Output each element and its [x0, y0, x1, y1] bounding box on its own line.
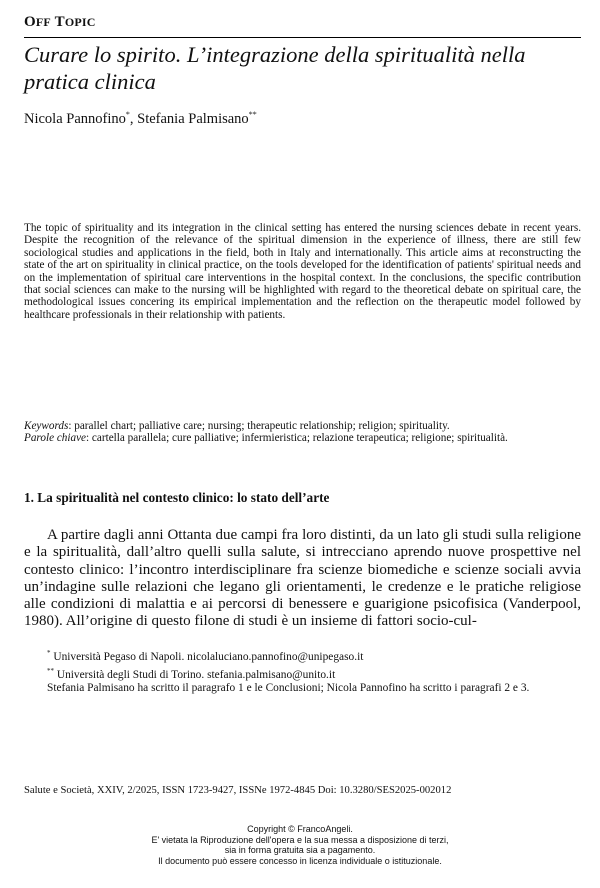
copyright-notice: Copyright © FrancoAngeli. E' vietata la Riproduzione dell'opera e la sua messa a disposizione di terzi, sia in forma gratuita sia a pagamento. Il documento può essere concesso in licenza individuale o istituzionale.: [151, 824, 449, 866]
keywords-en: Keywords: parallel chart; palliative care; nursing; therapeutic relationship; religion; spirituality.: [24, 420, 450, 432]
journal-citation: Salute e Società, XXIV, 2/2025, ISSN 1723-9427, ISSNe 1972-4845 Doi: 10.3280/SES2025-002012: [24, 785, 452, 796]
header-rule: [24, 37, 581, 38]
keywords-block: [24, 420, 581, 445]
keywords-it: Parole chiave: cartella parallela; cure palliative; infermieristica; relazione terapeutica; religione; spiritualità.: [24, 432, 508, 445]
footnotes: [24, 647, 581, 696]
footnote-mark: *: [125, 110, 130, 119]
abstract: The topic of spirituality and its integration in the clinical setting has entered the nursing sciences debate in recent years. Despite the recognition of the relevance of the spiritual dimension in the experience of illness, there are still few sociological studies and applications in the field, both in Italy and internationally. This article aims at reconstructing the state of the art on spirituality in clinical practice, on the tools developed for the identification of patients' spiritual needs and on the implementation of spiritual care interventions in the hospital context. In the conclusions, the specific contribution that social sciences can make to the nursing will be highlighted with regard to the theoretical debate on spiritual care, the methodological issues concering its empirical implementation and the reflection on the therapeutic model followed by healthcare professionals in their relationship with patients.: [24, 222, 581, 321]
author-line: Nicola Pannofino*, Stefania Palmisano**: [24, 110, 257, 127]
keywords-label: Keywords: [24, 420, 69, 432]
section-heading: 1. La spiritualità nel contesto clinico: lo stato dell’arte: [24, 490, 330, 505]
footnote: ** Università degli Studi di Torino. stefania.palmisano@unito.it: [47, 666, 336, 681]
author-name: Stefania Palmisano: [137, 111, 249, 127]
article-title: Curare lo spirito. L’integrazione della spiritualità nella pratica clinica: [24, 42, 526, 94]
footnote-mark: **: [248, 110, 257, 119]
keywords-label: Parole chiave: [24, 432, 87, 445]
footnote: Stefania Palmisano ha scritto il paragrafo 1 e le Conclusioni; Nicola Pannofino ha scritto i paragrafi 2 e 3.: [47, 682, 530, 695]
footnote: * Università Pegaso di Napoli. nicolaluciano.pannofino@unipegaso.it: [47, 649, 364, 663]
author-name: Nicola Pannofino: [24, 111, 126, 127]
section-label: OFF TOPIC: [24, 14, 96, 30]
body-paragraph: A partire dagli anni Ottanta due campi fra loro distinti, da un lato gli studi sulla religione e la spiritualità, dall’altro quelli sulla salute, si intrecciano aprendo nuove prospettive nel contesto clinico: l’incontro interdisciplinare fra scienze biomediche e scienze sociali avvia un’indagine sulle relazioni che legano gli orientamenti, le credenze e le pratiche religiose alle condizioni di malattia e ai percorsi di benessere e guarigione psicofisica (Vanderpool, 1980). All’origine di questo filone di studi è un insieme di fattori socio-cul-: [24, 527, 581, 630]
